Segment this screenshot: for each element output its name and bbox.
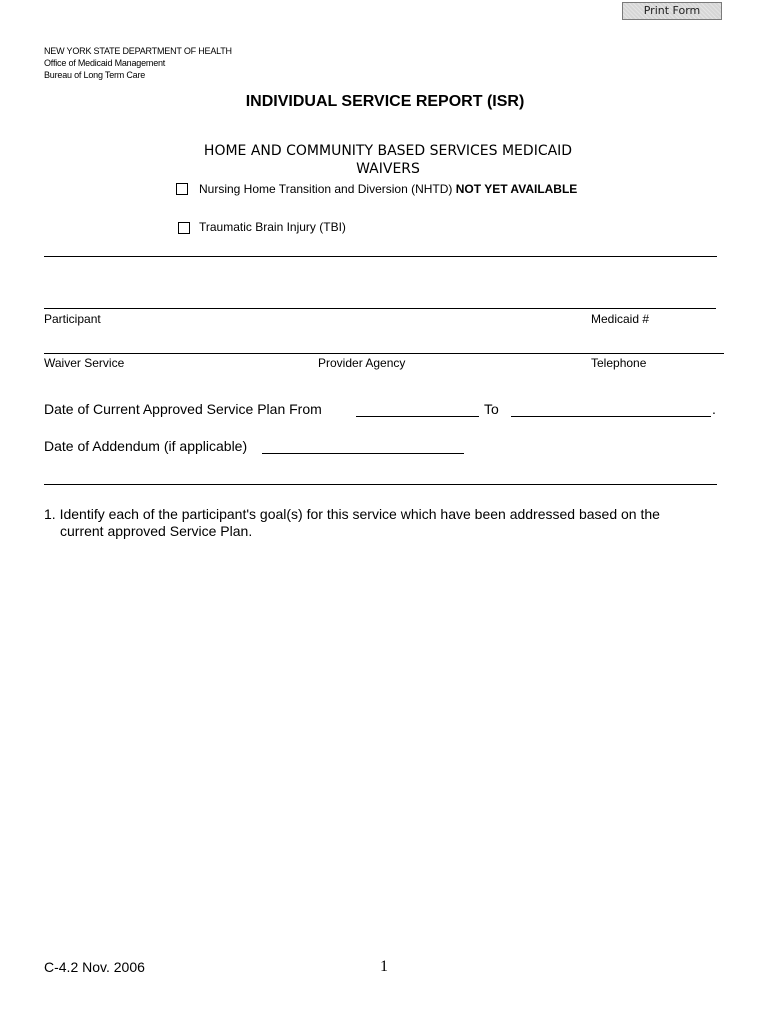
goals-response-area[interactable]: [44, 545, 720, 935]
tbi-checkbox[interactable]: [178, 222, 190, 234]
subtitle-line2: WAIVERS: [356, 161, 420, 177]
plan-end-period: .: [712, 401, 716, 417]
form-title: INDIVIDUAL SERVICE REPORT (ISR): [245, 93, 525, 110]
page-number: 1: [380, 958, 388, 975]
addendum-date-field[interactable]: [262, 453, 464, 454]
nhtd-option: [199, 182, 577, 196]
nhtd-not-available-note: NOT YET AVAILABLE: [455, 182, 578, 196]
participant-label: Participant: [44, 312, 101, 326]
nhtd-checkbox[interactable]: [176, 183, 188, 195]
separator-rule: [44, 484, 717, 485]
plan-to-label: To: [484, 401, 499, 417]
medicaid-number-label: Medicaid #: [591, 312, 650, 326]
telephone-label: Telephone: [591, 356, 647, 370]
service-input-line[interactable]: [44, 353, 724, 354]
addendum-label: Date of Addendum (if applicable): [44, 438, 248, 454]
question-1-line1: 1. Identify each of the participant's goal(s) for this service which have been addressed based on the: [44, 506, 660, 522]
waiver-service-label: Waiver Service: [44, 356, 125, 370]
plan-from-date-field[interactable]: [356, 416, 479, 417]
form-subtitle: [188, 142, 588, 178]
agency-name: NEW YORK STATE DEPARTMENT OF HEALTH: [44, 46, 232, 56]
tbi-label: Traumatic Brain Injury (TBI): [199, 220, 346, 234]
print-form-button[interactable]: Print Form: [622, 2, 722, 20]
plan-to-date-field[interactable]: [511, 416, 711, 417]
agency-office: Office of Medicaid Management: [44, 58, 166, 68]
provider-agency-label: Provider Agency: [318, 356, 406, 370]
plan-from-label: Date of Current Approved Service Plan From: [44, 401, 322, 417]
question-1: [44, 506, 724, 540]
separator-rule: [44, 256, 717, 257]
question-1-line2: current approved Service Plan.: [60, 523, 253, 539]
participant-input-line[interactable]: [44, 308, 716, 309]
form-code: C-4.2 Nov. 2006: [44, 959, 145, 975]
subtitle-line1: HOME AND COMMUNITY BASED SERVICES MEDICAID: [203, 143, 573, 159]
agency-bureau: Bureau of Long Term Care: [44, 70, 146, 80]
nhtd-label: Nursing Home Transition and Diversion (NHTD): [199, 182, 456, 196]
